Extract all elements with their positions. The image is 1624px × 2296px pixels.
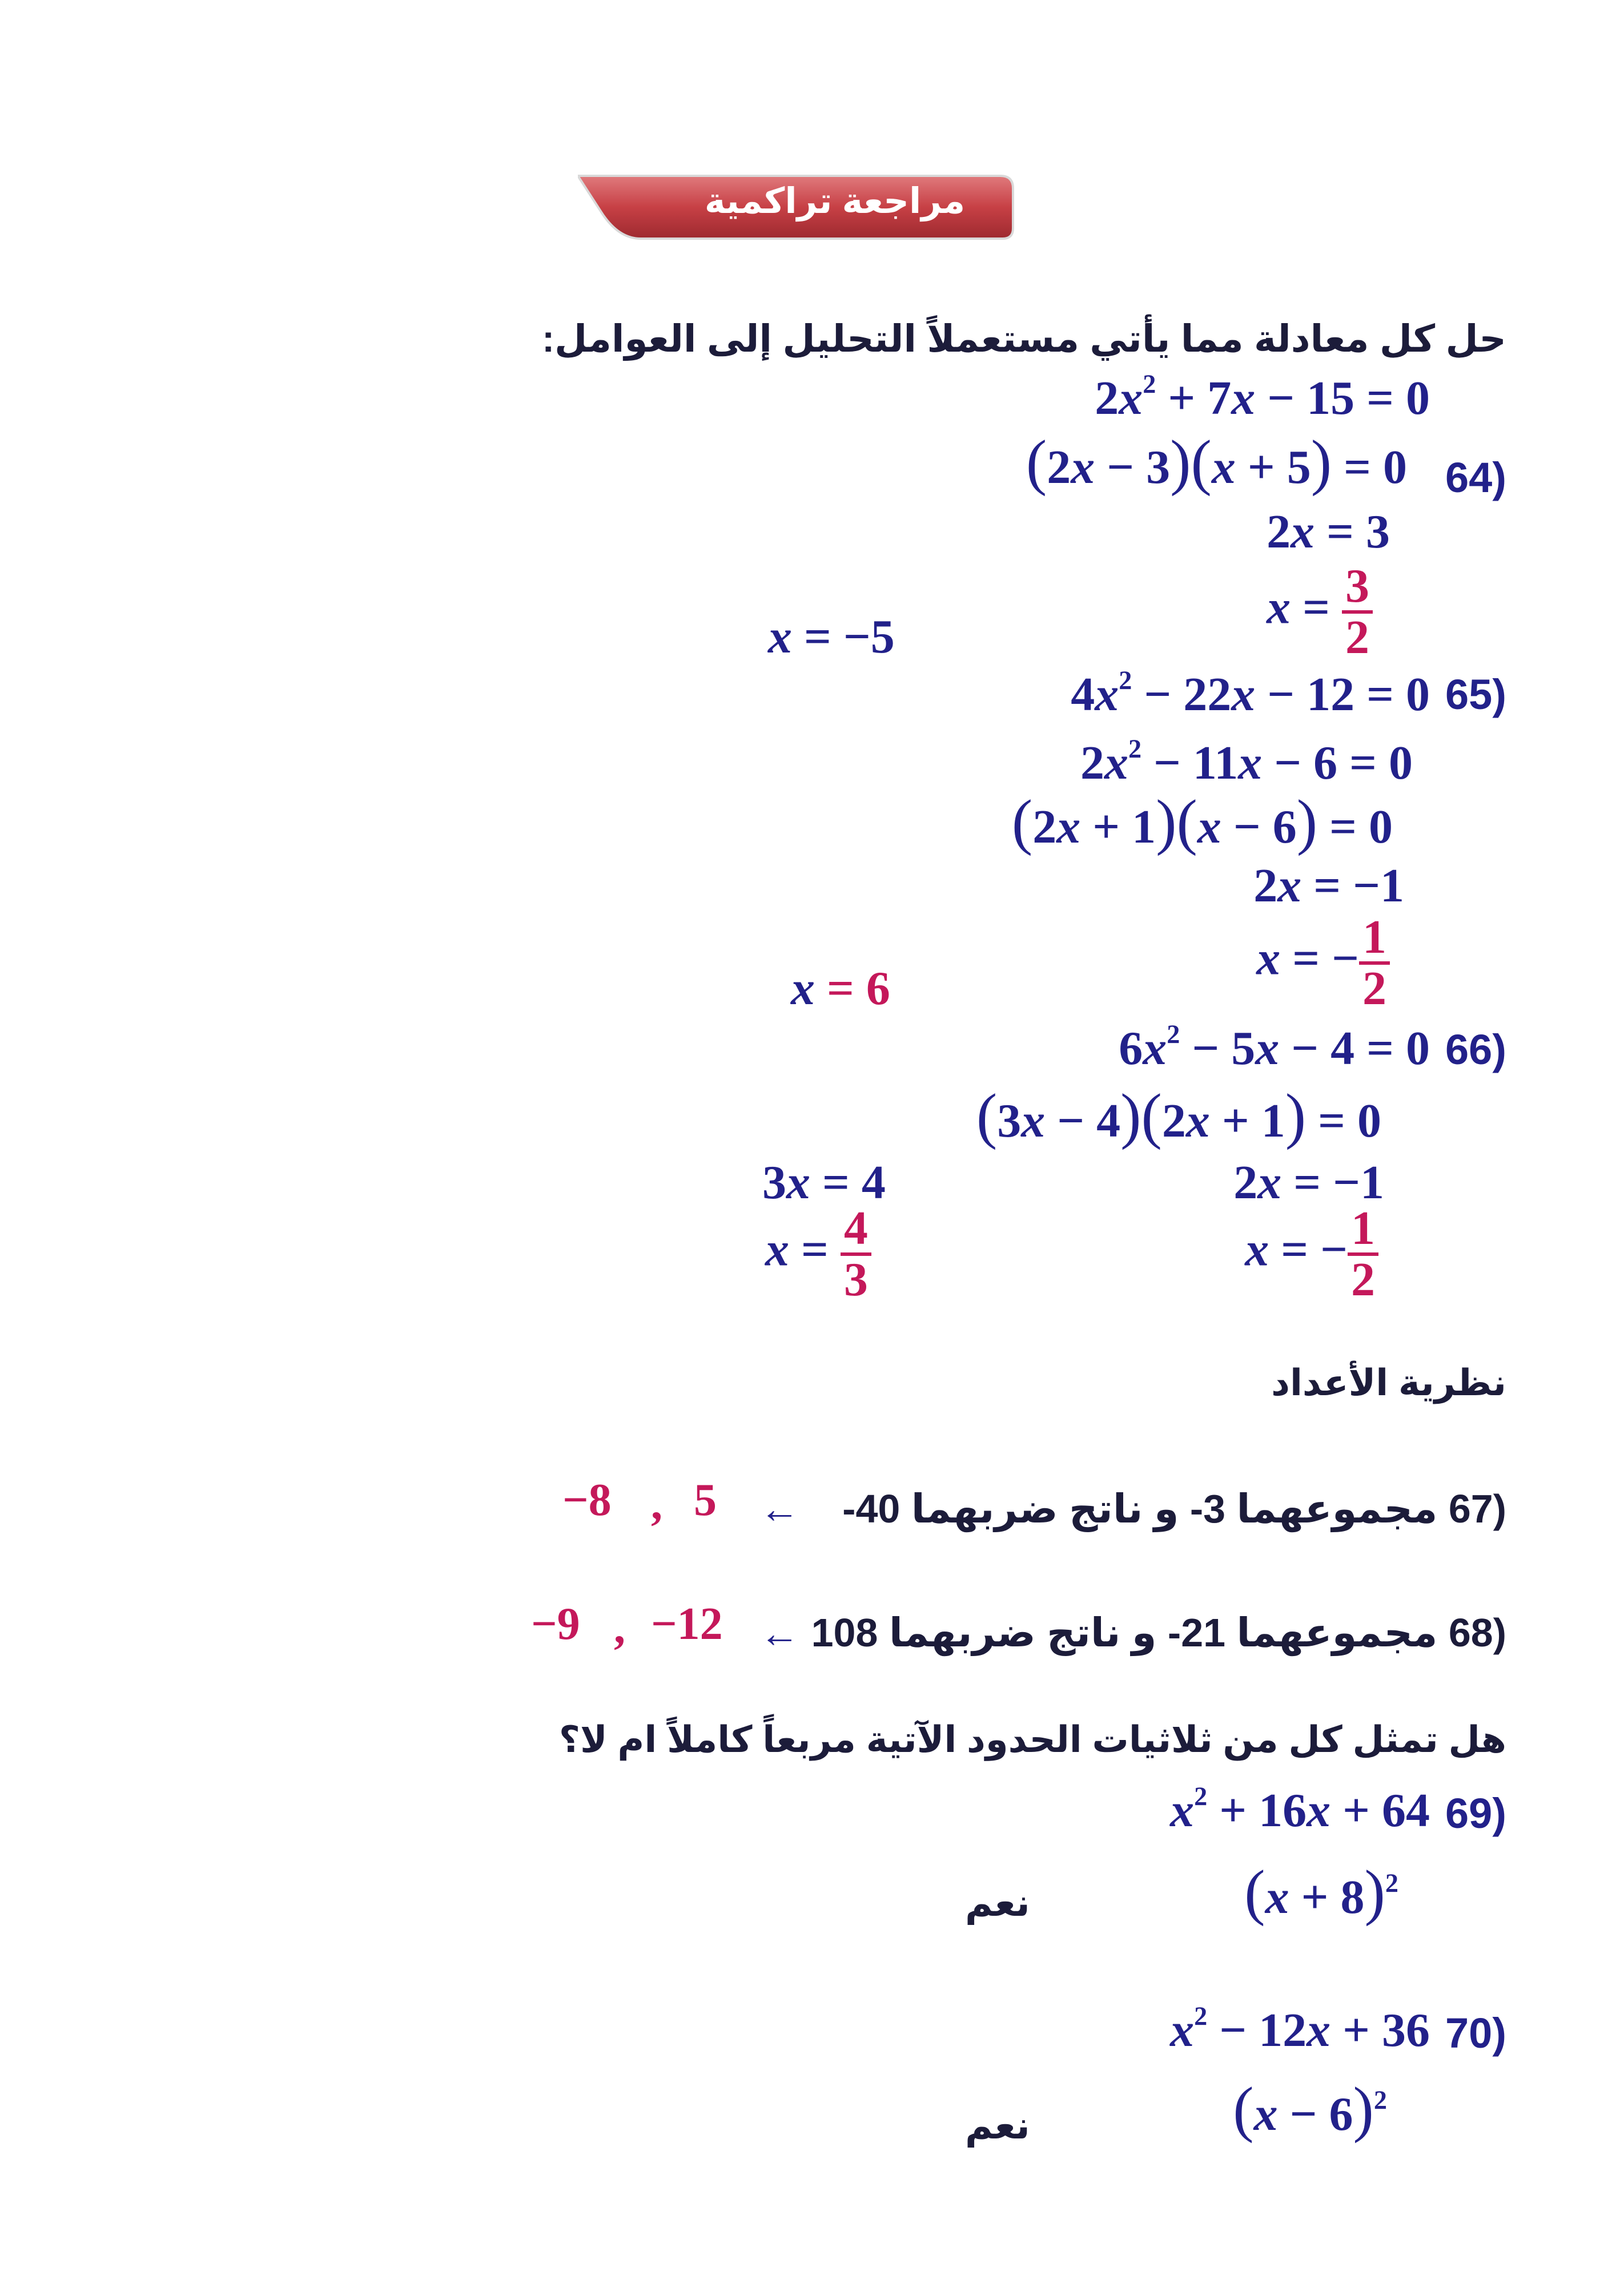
p64-solution-2: x = −5 [768, 610, 895, 663]
p64-factored: (2x − 3)(x + 5) = 0 [1026, 428, 1407, 497]
p65-equation-simplified: $2x^2 - 11x - 6 = 0$ [1080, 734, 1413, 789]
section1-instruction: حل كل معادلة مما يأتي مستعملاً التحليل إلى العوامل: [542, 317, 1506, 360]
section2-title: نظرية الأعداد [1271, 1362, 1506, 1403]
p68-answer-b: −9 [531, 1599, 580, 1649]
p65-solution-2: x = 6 [791, 962, 890, 1015]
problem-70-number: (70 [1445, 2009, 1506, 2057]
problem-68-text: (68 مجموعهما 21- و ناتج ضربهما 108 [811, 1610, 1506, 1655]
p66-solution-left: x = $\frac{4}{3}$ [765, 1205, 871, 1304]
p69-square: $(x + 8)^2$ [1244, 1858, 1398, 1927]
p66-step-right: 2x = −1 [1233, 1156, 1384, 1209]
badge-label: مراجعة تراكمية [704, 182, 966, 221]
p66-equation: $6x^2 - 5x - 4 = 0$ [1119, 1020, 1430, 1075]
section3-instruction: هل تمثل كل من ثلاثيات الحدود الآتية مربعاً كاملاً ام لا؟ [558, 1719, 1506, 1760]
p65-step: 2x = −1 [1253, 859, 1404, 912]
p64-step: 2x = 3 [1267, 505, 1390, 558]
p65-solution-1: x = − $\frac{1}{2}$ [1256, 913, 1390, 1013]
problem-66-number: (66 [1445, 1026, 1506, 1073]
p67-answer-a: 5 [694, 1475, 717, 1525]
problem-69-number: (69 [1445, 1790, 1506, 1837]
problem-67-text: (67 مجموعهما 3- و ناتج ضربهما 40- [842, 1487, 1506, 1531]
p64-solution-1: x = $\frac{3}{2}$ [1267, 562, 1373, 662]
p69-trinomial: $x^2 + 16x + 64$ [1170, 1782, 1430, 1837]
p66-factored: (3x − 4)(2x + 1) = 0 [976, 1081, 1381, 1150]
p70-square: $(x - 6)^2$ [1233, 2075, 1387, 2144]
p66-solution-right: x = − $\frac{1}{2}$ [1245, 1205, 1378, 1304]
section-header-badge [578, 171, 1018, 244]
p64-equation: $2x^2 + 7x - 15 = 0$ [1095, 369, 1430, 425]
p68-comma: , [614, 1603, 625, 1653]
p67-comma: , [651, 1479, 662, 1529]
p67-answer-b: −8 [562, 1475, 612, 1525]
p67-arrow: ← [759, 1488, 799, 1532]
p65-factored: (2x + 1)(x − 6) = 0 [1011, 787, 1393, 856]
p69-answer: نعم [965, 1882, 1030, 1924]
p68-arrow: ← [759, 1612, 799, 1656]
problem-65-number: (65 [1445, 671, 1506, 718]
p65-equation: $4x^2 - 22x - 12 = 0$ [1071, 666, 1430, 721]
p68-answer-a: −12 [651, 1599, 723, 1649]
p66-step-left: 3x = 4 [762, 1156, 886, 1209]
p70-trinomial: $x^2 - 12x + 36$ [1170, 2001, 1430, 2057]
problem-64-number: (64 [1445, 454, 1506, 501]
p70-answer: نعم [965, 2104, 1030, 2146]
